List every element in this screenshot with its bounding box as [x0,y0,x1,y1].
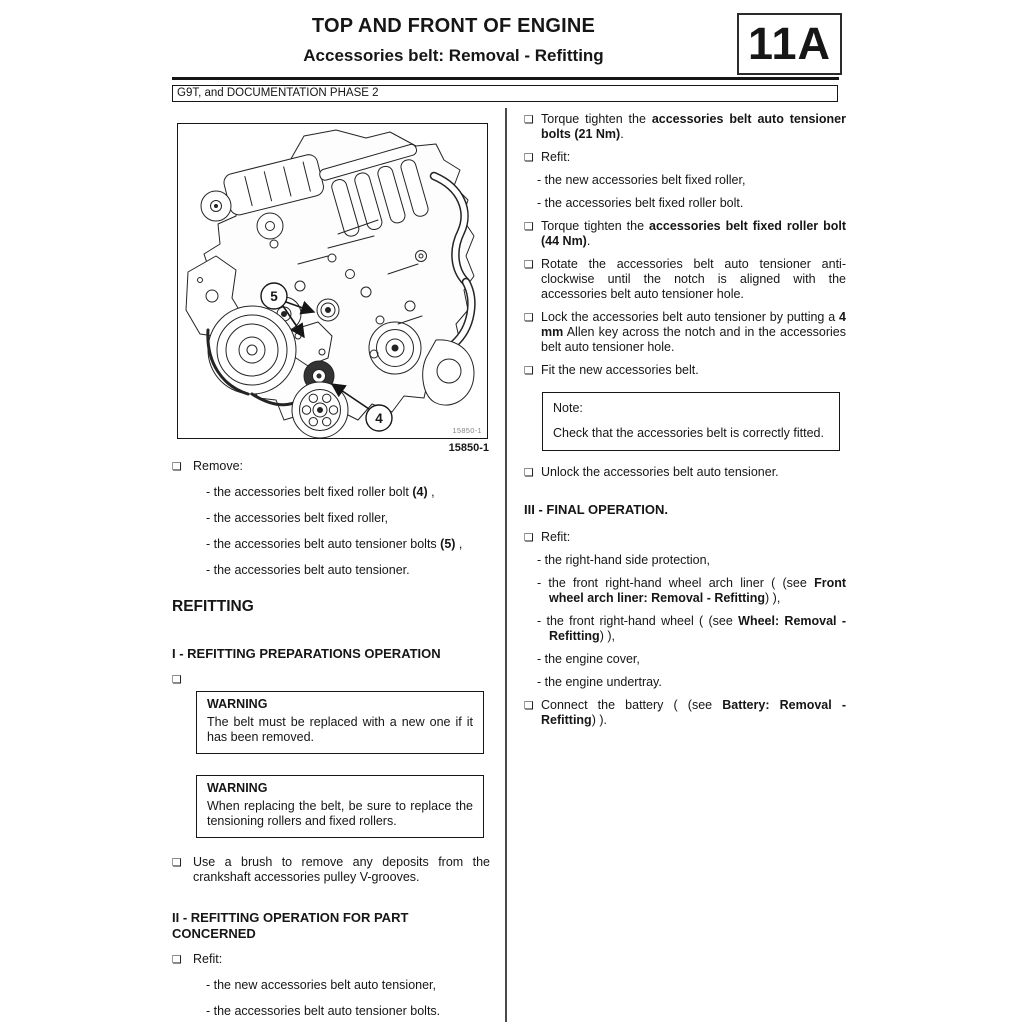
refit-label: Refit: [541,150,571,164]
brush-note-bullet [172,855,490,885]
checkbox-bullet-icon: ❏ [524,364,534,377]
item-bold: 4 mm [541,310,846,339]
empty-bullet [172,672,490,687]
checkbox-bullet-icon: ❏ [524,151,534,164]
item-text: Lock the accessories belt auto tensioner by putting a [541,310,840,324]
left-column [172,459,490,1024]
item-text: - the accessories belt auto tensioner bolts [206,537,441,551]
item-text: ) ), [599,629,615,643]
unlock-text: Unlock the accessories belt auto tensioner. [541,465,779,479]
item-text: - the front right-hand wheel arch liner ( (see [537,576,815,590]
item-bold: (4) [412,485,428,499]
checkbox-bullet-icon: ❏ [524,699,534,712]
page-subtitle: Accessories belt: Removal - Refitting [303,46,604,65]
refit-bullet [172,952,490,967]
torque-roller-bullet [524,219,846,249]
note-body: Check that the accessories belt is correctly fitted. [553,426,824,440]
checkbox-bullet-icon: ❏ [524,466,534,479]
battery-text [541,698,846,728]
list-item [206,537,490,552]
item-text: - the front right-hand wheel ( (see [537,614,739,628]
list-item [537,576,846,606]
warning-box-1 [196,691,484,754]
list-item: - the accessories belt fixed roller bolt. [537,196,744,210]
remove-label: Remove: [193,459,244,473]
torque-tensioner-bullet [524,112,846,142]
torque-roller-text [541,219,846,249]
checkbox-bullet-icon: ❏ [172,460,182,473]
item-text: ) ). [591,713,607,727]
list-item: - the new accessories belt fixed roller, [537,173,746,187]
item-text: . [620,127,624,141]
svg-text:4: 4 [375,411,383,426]
item-bold: accessories belt auto tensioner bolts (21 Nm) [541,112,846,141]
checkbox-bullet-icon: ❏ [524,531,534,544]
item-text: . [586,234,591,248]
checkbox-bullet-icon: ❏ [524,220,534,233]
remove-bullet [172,459,490,474]
item-text: Torque tighten the [541,219,650,233]
item-text: Allen key across the notch and in the accessories belt auto tensioner hole. [541,325,846,354]
fit-belt-bullet [524,363,846,378]
refitting-heading: REFITTING [172,598,254,615]
battery-bullet [524,698,846,728]
refit-label: Refit: [193,952,223,966]
item-text: , [427,485,435,499]
refit-bullet [524,530,846,545]
list-item: - the engine undertray. [537,675,662,689]
figure-inner-reference: 15850-1 [452,426,482,435]
rotate-bullet [524,257,846,302]
section-code-box [737,13,842,75]
checkbox-bullet-icon: ❏ [172,673,182,686]
list-item: - the new accessories belt auto tensioner, [206,978,436,992]
engine-figure-frame [177,123,488,439]
svg-text:5: 5 [270,289,278,304]
refit-label: Refit: [541,530,571,544]
brush-note-text: Use a brush to remove any deposits from the crankshaft accessories pulley V-grooves. [193,855,490,884]
checkbox-bullet-icon: ❏ [524,311,534,324]
item-text: ) ), [765,591,781,605]
figure-caption: 15850-1 [448,442,489,454]
section-3-heading: III - FINAL OPERATION. [524,502,668,517]
item-bold: Front wheel arch liner: Removal - Refitting [549,576,846,605]
item-bold: accessories belt fixed roller bolt (44 Nm) [541,219,847,248]
callout-4-label [366,405,392,431]
column-divider [505,108,507,1022]
warning-body: The belt must be replaced with a new one if it has been removed. [207,715,473,744]
checkbox-bullet-icon: ❏ [524,258,534,271]
list-item: - the accessories belt auto tensioner bolts. [206,1004,441,1018]
lock-text [541,310,846,355]
item-bold: Wheel: Removal - Refitting [549,614,846,643]
item-bold: (5) [440,537,456,551]
section-2-heading: II - REFITTING OPERATION FOR PART CONCERNED [172,910,409,941]
checkbox-bullet-icon: ❏ [524,113,534,126]
checkbox-bullet-icon: ❏ [172,953,182,966]
list-item [206,485,490,500]
note-box [542,392,840,451]
header-rule [172,77,839,80]
list-item: - the accessories belt auto tensioner. [206,563,410,577]
engine-line-drawing [178,124,487,438]
warning-title: WARNING [207,697,268,711]
list-item: - the accessories belt fixed roller, [206,511,389,525]
page-title: TOP AND FRONT OF ENGINE [311,15,596,37]
item-text: Torque tighten the [541,112,652,126]
variant-bar: G9T, and DOCUMENTATION PHASE 2 [172,85,838,102]
list-item: - the right-hand side protection, [537,553,711,567]
list-item: - the engine cover, [537,652,640,666]
unlock-bullet [524,465,846,480]
section-code: 11A [747,18,832,69]
item-text: - the accessories belt fixed roller bolt [206,485,413,499]
list-item [537,614,846,644]
callout-5-label [261,283,287,309]
item-text: Connect the battery ( (see [541,698,723,712]
item-bold: Battery: Removal - Refitting [541,698,846,727]
refit-bullet [524,150,846,165]
note-title: Note: [553,401,583,415]
warning-title: WARNING [207,781,268,795]
right-column [524,112,846,736]
item-text: , [455,537,463,551]
rotate-text: Rotate the accessories belt auto tensioner anti-clockwise until the notch is aligned with the accessories belt auto tensioner hole. [541,257,846,301]
fit-belt-text: Fit the new accessories belt. [541,363,699,377]
checkbox-bullet-icon: ❏ [172,856,182,869]
lock-bullet [524,310,846,355]
warning-box-2 [196,775,484,838]
section-1-heading: I - REFITTING PREPARATIONS OPERATION [172,646,441,661]
warning-body: When replacing the belt, be sure to replace the tensioning rollers and fixed rollers. [207,799,473,828]
torque-tensioner-text [541,112,846,142]
